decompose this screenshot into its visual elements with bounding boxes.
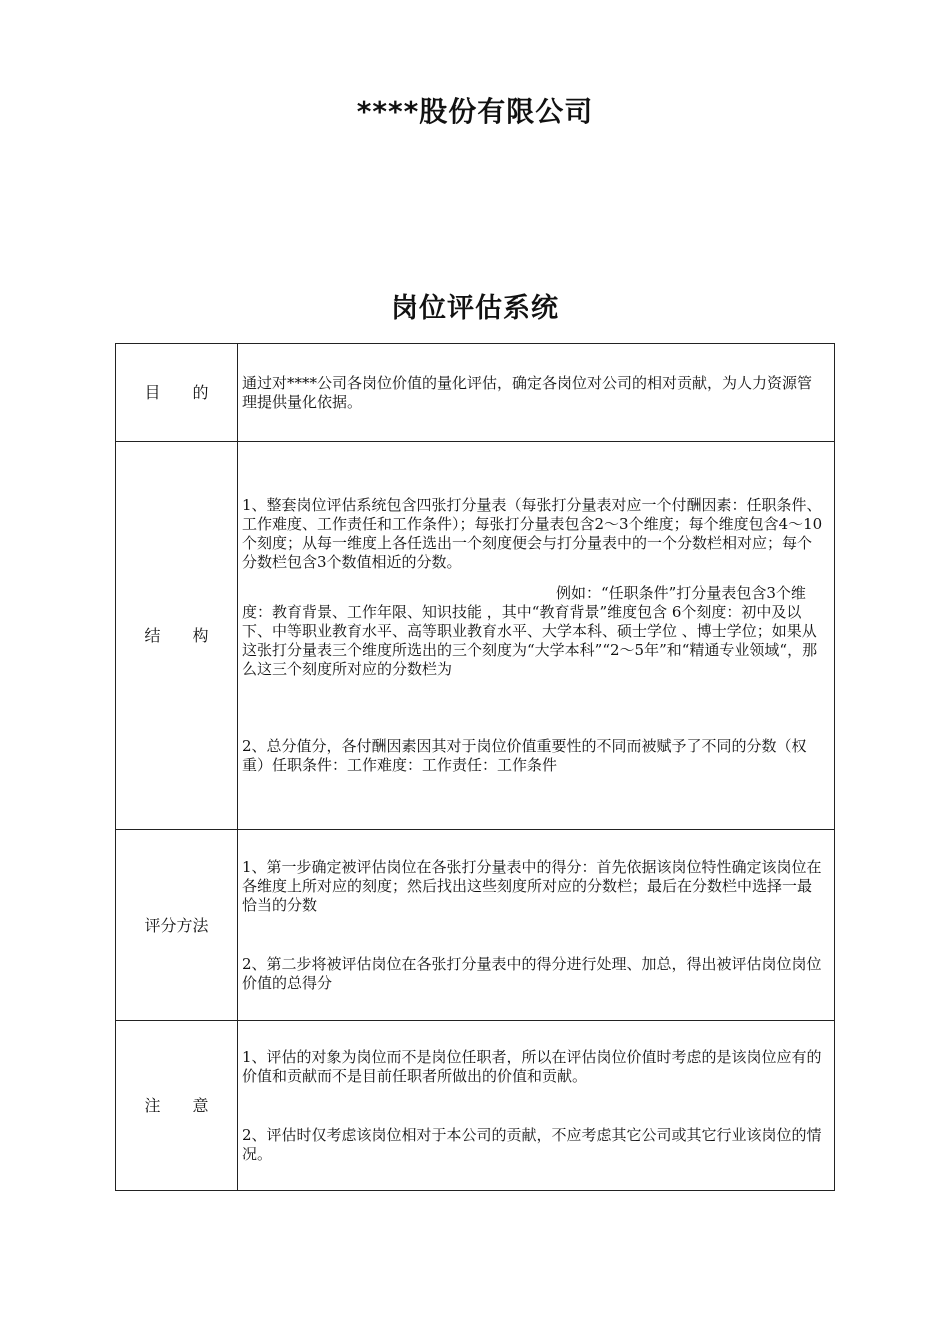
evaluation-table (115, 343, 835, 1191)
structure-paragraph-1: 1、整套岗位评估系统包含四张打分量表（每张打分量表对应一个付酬因素：任职条件、工作难度、工作责任和工作条件）；每张打分量表包含2～3个维度；每个维度包含4～10个刻度；从每一维度上各任选出一个刻度便会与打分量表中的一个分数栏相对应；每个分数栏包含3个数值相近的分数。 (242, 496, 823, 571)
notes-label (116, 1021, 238, 1191)
structure-content (238, 442, 835, 830)
purpose-label-text: 目 的 (144, 383, 209, 402)
notes-content (238, 1021, 835, 1191)
table-row-purpose (116, 344, 835, 442)
purpose-label (116, 344, 238, 442)
method-paragraph-2: 2、第二步将被评估岗位在各张打分量表中的得分进行处理、加总，得出被评估岗位岗位价值的总得分 (242, 954, 822, 992)
table-row-method (116, 830, 835, 1021)
method-label (116, 830, 238, 1021)
notes-paragraph-2: 2、评估时仅考虑该岗位相对于本公司的贡献，不应考虑其它公司或其它行业该岗位的情况。 (242, 1125, 822, 1163)
document-title: 岗位评估系统 (391, 293, 559, 324)
structure-label-text: 结 构 (144, 626, 209, 645)
notes-paragraph-1: 1、评估的对象为岗位而不是岗位任职者，所以在评估岗位价值时考虑的是该岗位应有的价值和贡献而不是目前任职者所做出的价值和贡献。 (242, 1047, 822, 1085)
structure-label (116, 442, 238, 830)
table-row-notes (116, 1021, 835, 1191)
structure-paragraph-3: 2、总分值分，各付酬因素因其对于岗位价值重要性的不同而被赋予了不同的分数（权重）任职条件：工作难度：工作责任：工作条件 (242, 737, 807, 774)
method-label-text: 评分方法 (144, 915, 209, 935)
structure-paragraph-2: 例如：“任职条件”打分量表包含3个维度：教育背景、工作年限、知识技能 ，其中“教育背景”维度包含 6个刻度：初中及以下、中等职业教育水平、高等职业教育水平、大学本科、硕士学位 、博士学位；如果从这张打分量表三个维度所选出的三个刻度为“大学本科”“2～5年”和“精通专业领域“，那么这三个刻度所对应的分数栏为 (242, 584, 818, 678)
table-row-structure (116, 442, 835, 830)
purpose-text: 通过对****公司各岗位价值的量化评估，确定各岗位对公司的相对贡献，为人力资源管理提供量化依据。 (242, 373, 813, 411)
method-paragraph-1: 1、第一步确定被评估岗位在各张打分量表中的得分：首先依据该岗位特性确定该岗位在各维度上所对应的刻度；然后找出这些刻度所对应的分数栏；最后在分数栏中选择一最恰当的分数 (242, 857, 822, 914)
company-title: ****股份有限公司 (356, 95, 594, 128)
purpose-content (238, 344, 835, 442)
method-content (238, 830, 835, 1021)
notes-label-text: 注 意 (144, 1096, 209, 1115)
